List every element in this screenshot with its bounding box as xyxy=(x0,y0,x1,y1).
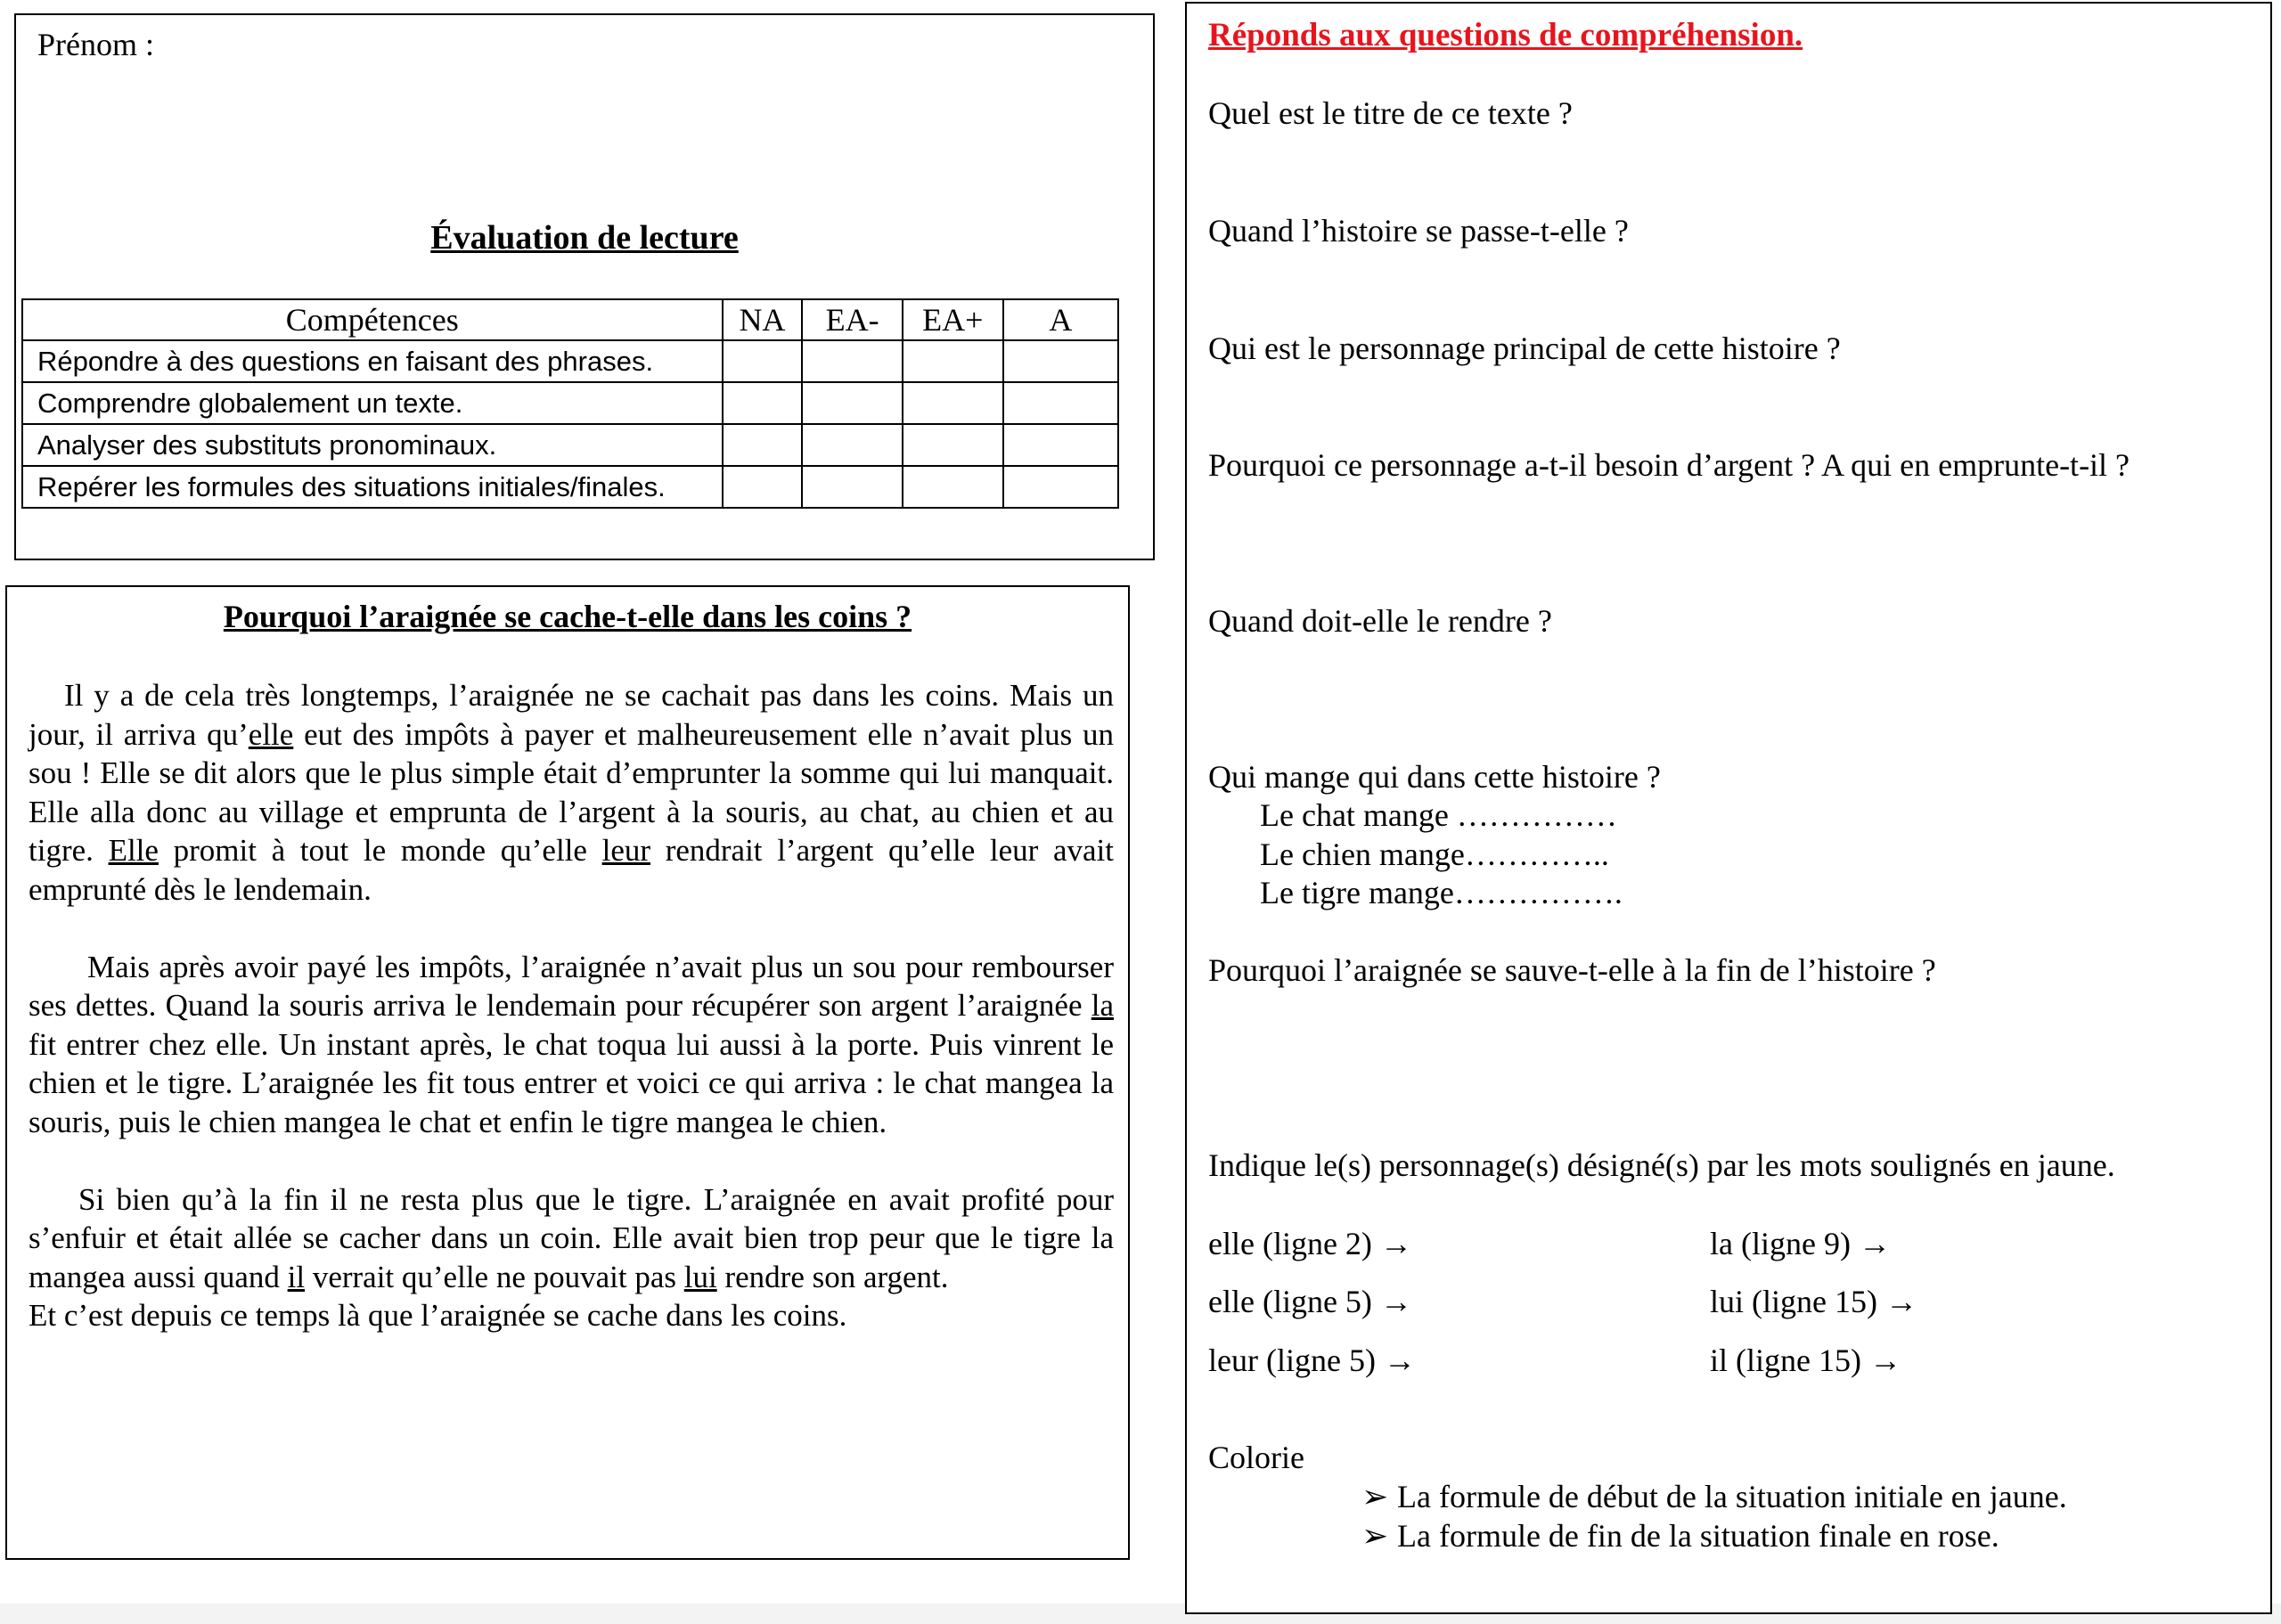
col-ea-plus: EA+ xyxy=(903,299,1003,340)
text-run: Mais après avoir payé les impôts, l’araignée n’avait plus un sou pour rembourser ses dettes. Quand la souris arriva le lendemain pour récupérer son argent l’araignée xyxy=(29,949,1114,1023)
text-run: rendrait l’argent qu’elle leur avait emprunté dès le lendemain. xyxy=(29,833,1114,907)
grade-cell xyxy=(903,382,1003,424)
col-ea-minus: EA- xyxy=(802,299,903,340)
colorie-label: Colorie xyxy=(1208,1440,1304,1475)
table-row xyxy=(22,466,1118,508)
arrowhead-bullet-icon: ➢ xyxy=(1361,1479,1389,1514)
substitute-lui-ligne-15: lui (ligne 15) → xyxy=(1710,1284,1917,1319)
underlined-word: il xyxy=(287,1259,306,1294)
underlined-word: lui xyxy=(683,1259,717,1294)
grade-cell xyxy=(723,466,803,508)
grade-cell xyxy=(802,382,903,424)
q6-line-chat: Le chat mange …………… xyxy=(1260,797,1617,833)
colorie-item-2 xyxy=(1361,1517,1999,1555)
grade-cell xyxy=(802,466,903,508)
q6-line-tigre: Le tigre mange……………. xyxy=(1260,875,1623,910)
substitute-elle-ligne-2: elle (ligne 2) → xyxy=(1208,1226,1412,1261)
substitute-leur-ligne-5: leur (ligne 5) → xyxy=(1208,1342,1416,1378)
question-3: Qui est le personnage principal de cette histoire ? xyxy=(1208,331,1841,366)
evaluation-title: Évaluation de lecture xyxy=(430,219,739,257)
text-run: Il y a de cela très longtemps, l’araignée ne se cachait pas dans les coins. Mais un jour, il arriva qu’ xyxy=(29,678,1114,752)
question-1: Quel est le titre de ce texte ? xyxy=(1208,95,1573,131)
question-8: Indique le(s) personnage(s) désigné(s) par les mots soulignés en jaune. xyxy=(1208,1147,2115,1183)
prenom-label: Prénom : xyxy=(37,27,154,62)
story-text xyxy=(29,676,1114,1335)
substitute-il-ligne-15: il (ligne 15) → xyxy=(1710,1342,1901,1378)
skill-label: Comprendre globalement un texte. xyxy=(22,382,723,424)
skill-label: Analyser des substituts pronominaux. xyxy=(22,424,723,466)
text-run: Si bien qu’à la fin il ne resta plus que le tigre. L’araignée en avait profité pour s’enfuir et était allée se cacher dans un coin. Elle avait bien trop peur que le tigre la mangea aussi quand xyxy=(29,1181,1114,1294)
story-paragraph-4: Et c’est depuis ce temps là que l’araignée se cache dans les coins. xyxy=(29,1298,847,1333)
colorie-item-1 xyxy=(1361,1478,2067,1515)
story-paragraph-3 xyxy=(29,1180,1114,1297)
grade-cell xyxy=(723,424,803,466)
question-4: Pourquoi ce personnage a-t-il besoin d’argent ? A qui en emprunte-t-il ? xyxy=(1208,447,2130,483)
skill-label: Repérer les formules des situations initiales/finales. xyxy=(22,466,723,508)
table-row xyxy=(22,424,1118,466)
text-run: verrait qu’elle ne pouvait pas xyxy=(305,1259,684,1294)
question-7: Pourquoi l’araignée se sauve-t-elle à la fin de l’histoire ? xyxy=(1208,952,1936,988)
grade-cell xyxy=(723,382,803,424)
arrowhead-bullet-icon: ➢ xyxy=(1361,1518,1389,1554)
grade-cell xyxy=(1003,466,1118,508)
colorie-item-text: La formule de début de la situation initiale en jaune. xyxy=(1397,1479,2067,1514)
underlined-word: elle xyxy=(248,716,294,752)
story-box xyxy=(5,585,1130,1560)
substitute-elle-ligne-5: elle (ligne 5) → xyxy=(1208,1284,1412,1319)
story-title: Pourquoi l’araignée se cache-t-elle dans les coins ? xyxy=(223,599,912,634)
underlined-word: leur xyxy=(601,833,651,868)
question-5: Quand doit-elle le rendre ? xyxy=(1208,603,1552,639)
text-run: rendre son argent. xyxy=(716,1259,949,1294)
underlined-word: la xyxy=(1091,988,1114,1023)
question-6: Qui mange qui dans cette histoire ? xyxy=(1208,759,1661,795)
grade-cell xyxy=(802,340,903,382)
substitute-la-ligne-9: la (ligne 9) → xyxy=(1710,1226,1891,1261)
col-na: NA xyxy=(723,299,803,340)
evaluation-header-box xyxy=(14,13,1155,560)
questions-heading: Réponds aux questions de compréhension. xyxy=(1208,17,1803,53)
q6-line-chien: Le chien mange………….. xyxy=(1260,836,1609,872)
grade-cell xyxy=(903,340,1003,382)
table-row xyxy=(22,382,1118,424)
grade-cell xyxy=(1003,424,1118,466)
grade-cell xyxy=(903,466,1003,508)
grade-cell xyxy=(723,340,803,382)
skill-label: Répondre à des questions en faisant des phrases. xyxy=(22,340,723,382)
grade-cell xyxy=(1003,382,1118,424)
grade-cell xyxy=(1003,340,1118,382)
text-run: eut des impôts à payer et malheureusement elle n’avait plus un sou ! Elle se dit alors que le plus simple était d’emprunter la somme qui lui manquait. Elle alla donc au village et emprunta de l’argent à la souris, au chat, au chien et au tigre. xyxy=(29,716,1114,868)
text-run: promit à tout le monde qu’elle xyxy=(158,833,602,868)
table-row xyxy=(22,340,1118,382)
col-a: A xyxy=(1003,299,1118,340)
competences-table xyxy=(21,298,1119,509)
col-competences: Compétences xyxy=(22,299,723,340)
grade-cell xyxy=(903,424,1003,466)
story-paragraph-1 xyxy=(29,676,1114,909)
underlined-word: Elle xyxy=(108,833,159,868)
colorie-item-text: La formule de fin de la situation finale en rose. xyxy=(1397,1518,1999,1554)
question-2: Quand l’histoire se passe-t-elle ? xyxy=(1208,213,1629,249)
text-run: fit entrer chez elle. Un instant après, le chat toqua lui aussi à la porte. Puis vinrent le chien et le tigre. L’araignée les fit tous entrer et voici ce qui arriva : le chat mangea la souris, puis le chien mangea le chat et enfin le tigre mangea le chien. xyxy=(29,1026,1114,1139)
grade-cell xyxy=(802,424,903,466)
questions-box xyxy=(1185,2,2272,1614)
story-paragraph-2 xyxy=(29,948,1114,1142)
competences-header-row xyxy=(22,299,1118,340)
